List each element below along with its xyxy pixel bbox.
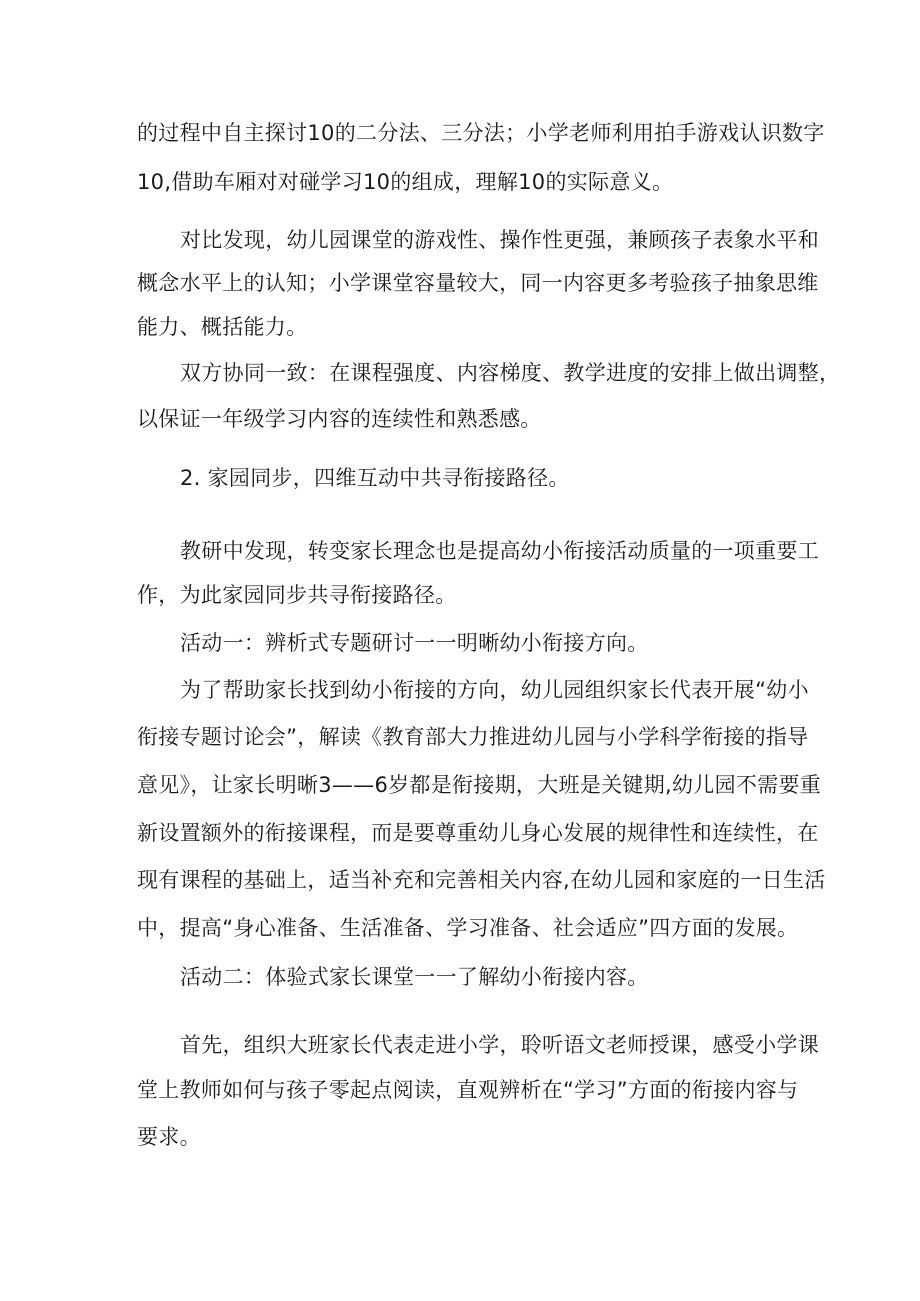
text-line: 衔接专题讨论会”，解读《教育部大力推进幼儿园与小学科学衔接的指导 — [137, 725, 809, 749]
text-line: 对比发现，幼儿园课堂的游戏性、操作性更强，兼顾孩子表象水平和 — [180, 228, 819, 252]
text-line: 新设置额外的衔接课程，而是要尊重幼儿身心发展的规律性和连续性，在 — [137, 821, 819, 845]
text-line: 的过程中自主探讨10的二分法、三分法；小学老师利用拍手游戏认识数字 — [137, 121, 825, 145]
text-line: 中，提高“身心准备、生活准备、学习准备、社会适应”四方面的发展。 — [137, 916, 799, 940]
text-line: 意见》，让家长明晰3——6岁都是衔接期，大班是关键期,幼儿园不需要重 — [137, 773, 822, 797]
text-line: 概念水平上的认知；小学课堂容量较大，同一内容更多考验孩子抽象思维 — [137, 271, 819, 295]
section-heading: 2. 家园同步，四维互动中共寻衔接路径。 — [180, 466, 570, 490]
text-line: 现有课程的基础上，适当补充和完善相关内容,在幼儿园和家庭的一日生活 — [137, 868, 826, 892]
text-line: 双方协同一致：在课程强度、内容梯度、教学进度的安排上做出调整， — [180, 361, 841, 385]
activity-heading: 活动二：体验式家长课堂一一了解幼小衔接内容。 — [180, 965, 649, 989]
text-line: 作，为此家园同步共寻衔接路径。 — [137, 583, 457, 607]
text-line: 以保证一年级学习内容的连续性和熟悉感。 — [137, 407, 542, 431]
text-line: 教研中发现，转变家长理念也是提高幼小衔接活动质量的一项重要工 — [180, 539, 819, 563]
text-line: 为了帮助家长找到幼小衔接的方向，幼儿园组织家长代表开展“幼小 — [180, 678, 809, 702]
text-line: 10,借助车厢对对碰学习10的组成，理解10的实际意义。 — [137, 170, 674, 194]
text-line: 能力、概括能力。 — [137, 315, 308, 339]
activity-heading: 活动一：辨析式专题研讨一一明晰幼小衔接方向。 — [180, 631, 649, 655]
text-line: 要求。 — [137, 1125, 201, 1149]
text-line: 堂上教师如何与孩子零起点阅读，直观辨析在“学习”方面的衔接内容与 — [137, 1078, 799, 1102]
text-line: 首先，组织大班家长代表走进小学，聆听语文老师授课，感受小学课 — [180, 1033, 819, 1057]
